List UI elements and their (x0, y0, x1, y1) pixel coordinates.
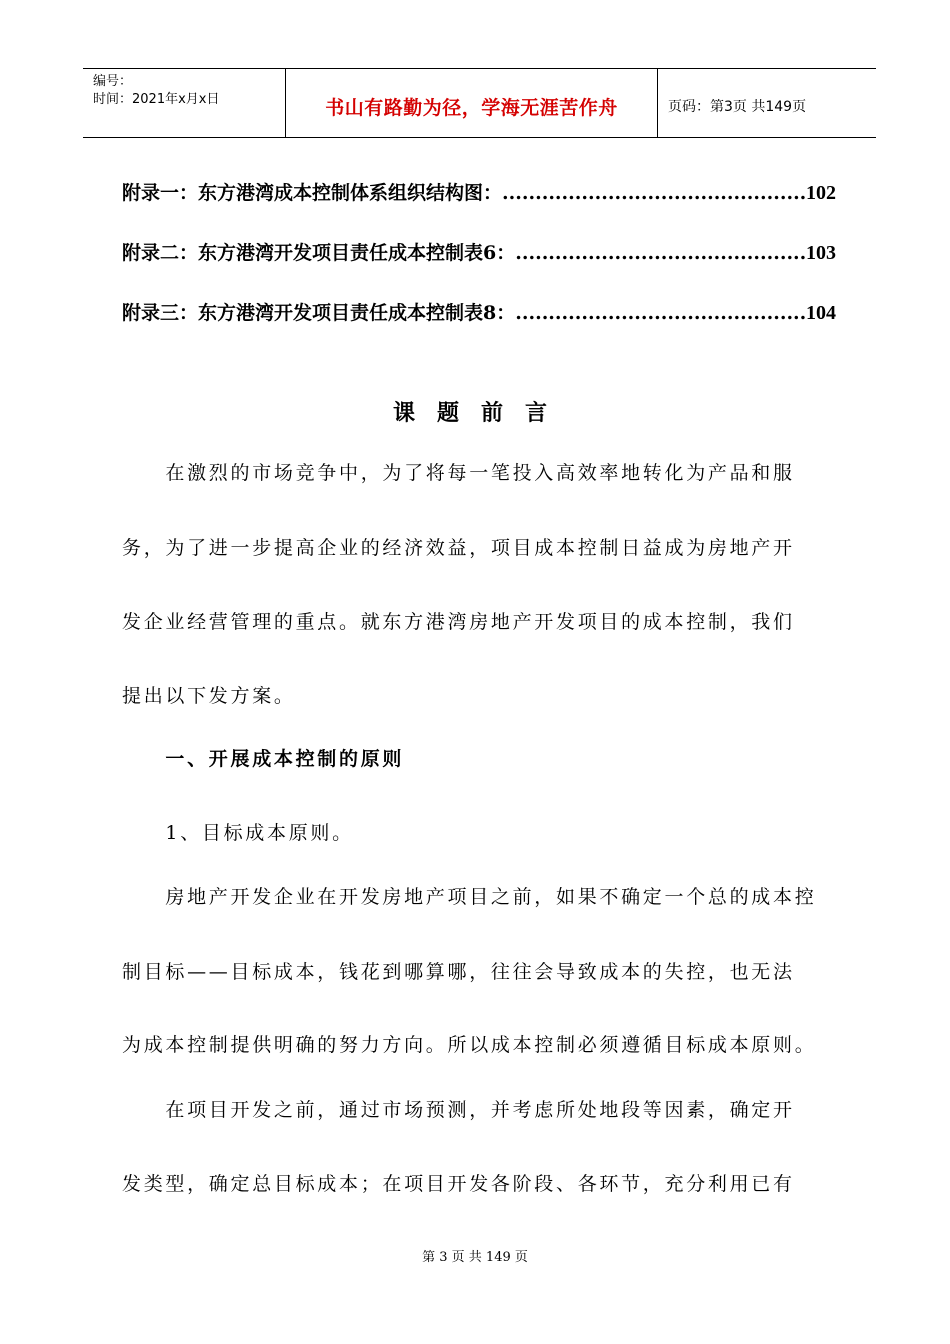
body-line: 制目标——目标成本，钱花到哪算哪，往往会导致成本的失控，也无法 (122, 961, 795, 983)
body-line: 发企业经营管理的重点。就东方港湾房地产开发项目的成本控制，我们 (122, 611, 795, 633)
section-heading: 一、开展成本控制的原则 (122, 748, 405, 770)
header-slogan: 书山有路勤为径，学海无涯苦作舟 (325, 96, 618, 119)
body-line: 发类型，确定总目标成本；在项目开发各阶段、各环节，充分利用已有 (122, 1173, 795, 1195)
toc-leader-dots (502, 182, 806, 204)
section-title: 课题前言 (392, 400, 569, 426)
body-line: 在项目开发之前，通过市场预测，并考虑所处地段等因素，确定开 (122, 1099, 795, 1121)
toc-entry-page: 102 (806, 182, 836, 204)
document-header (83, 68, 876, 138)
document-number-label: 编号： (93, 74, 133, 89)
toc-leader-dots (515, 302, 806, 324)
body-line: 为成本控制提供明确的努力方向。所以成本控制必须遵循目标成本原则。 (122, 1034, 817, 1056)
header-page-info: 页码：第3页 共149页 (668, 99, 807, 115)
toc-entry-appendix-1[interactable] (122, 178, 836, 205)
page-footer: 第 3 页 共 149 页 (422, 1250, 528, 1265)
toc-entry-appendix-3[interactable] (122, 298, 836, 325)
body-line: 房地产开发企业在开发房地产项目之前，如果不确定一个总的成本控 (122, 886, 817, 908)
toc-entry-appendix-2[interactable] (122, 238, 836, 265)
toc-leader-dots (515, 242, 806, 264)
body-line: 务，为了进一步提高企业的经济效益，项目成本控制日益成为房地产开 (122, 537, 795, 559)
toc-entry-label: 附录二：东方港湾开发项目责任成本控制表6： (122, 242, 516, 264)
toc-entry-label: 附录一：东方港湾成本控制体系组织结构图： (122, 182, 503, 204)
body-line: 提出以下发方案。 (122, 685, 296, 707)
document-time-label: 时间：2021年x月x日 (93, 92, 220, 107)
toc-entry-page: 103 (806, 242, 836, 264)
toc-entry-page: 104 (806, 302, 836, 324)
header-slogan-cell (286, 69, 658, 137)
header-meta (83, 69, 286, 137)
body-line: 在激烈的市场竞争中，为了将每一笔投入高效率地转化为产品和服 (122, 462, 795, 484)
subsection-heading: 1、目标成本原则。 (122, 822, 354, 844)
toc-entry-label: 附录三：东方港湾开发项目责任成本控制表8： (122, 302, 516, 324)
